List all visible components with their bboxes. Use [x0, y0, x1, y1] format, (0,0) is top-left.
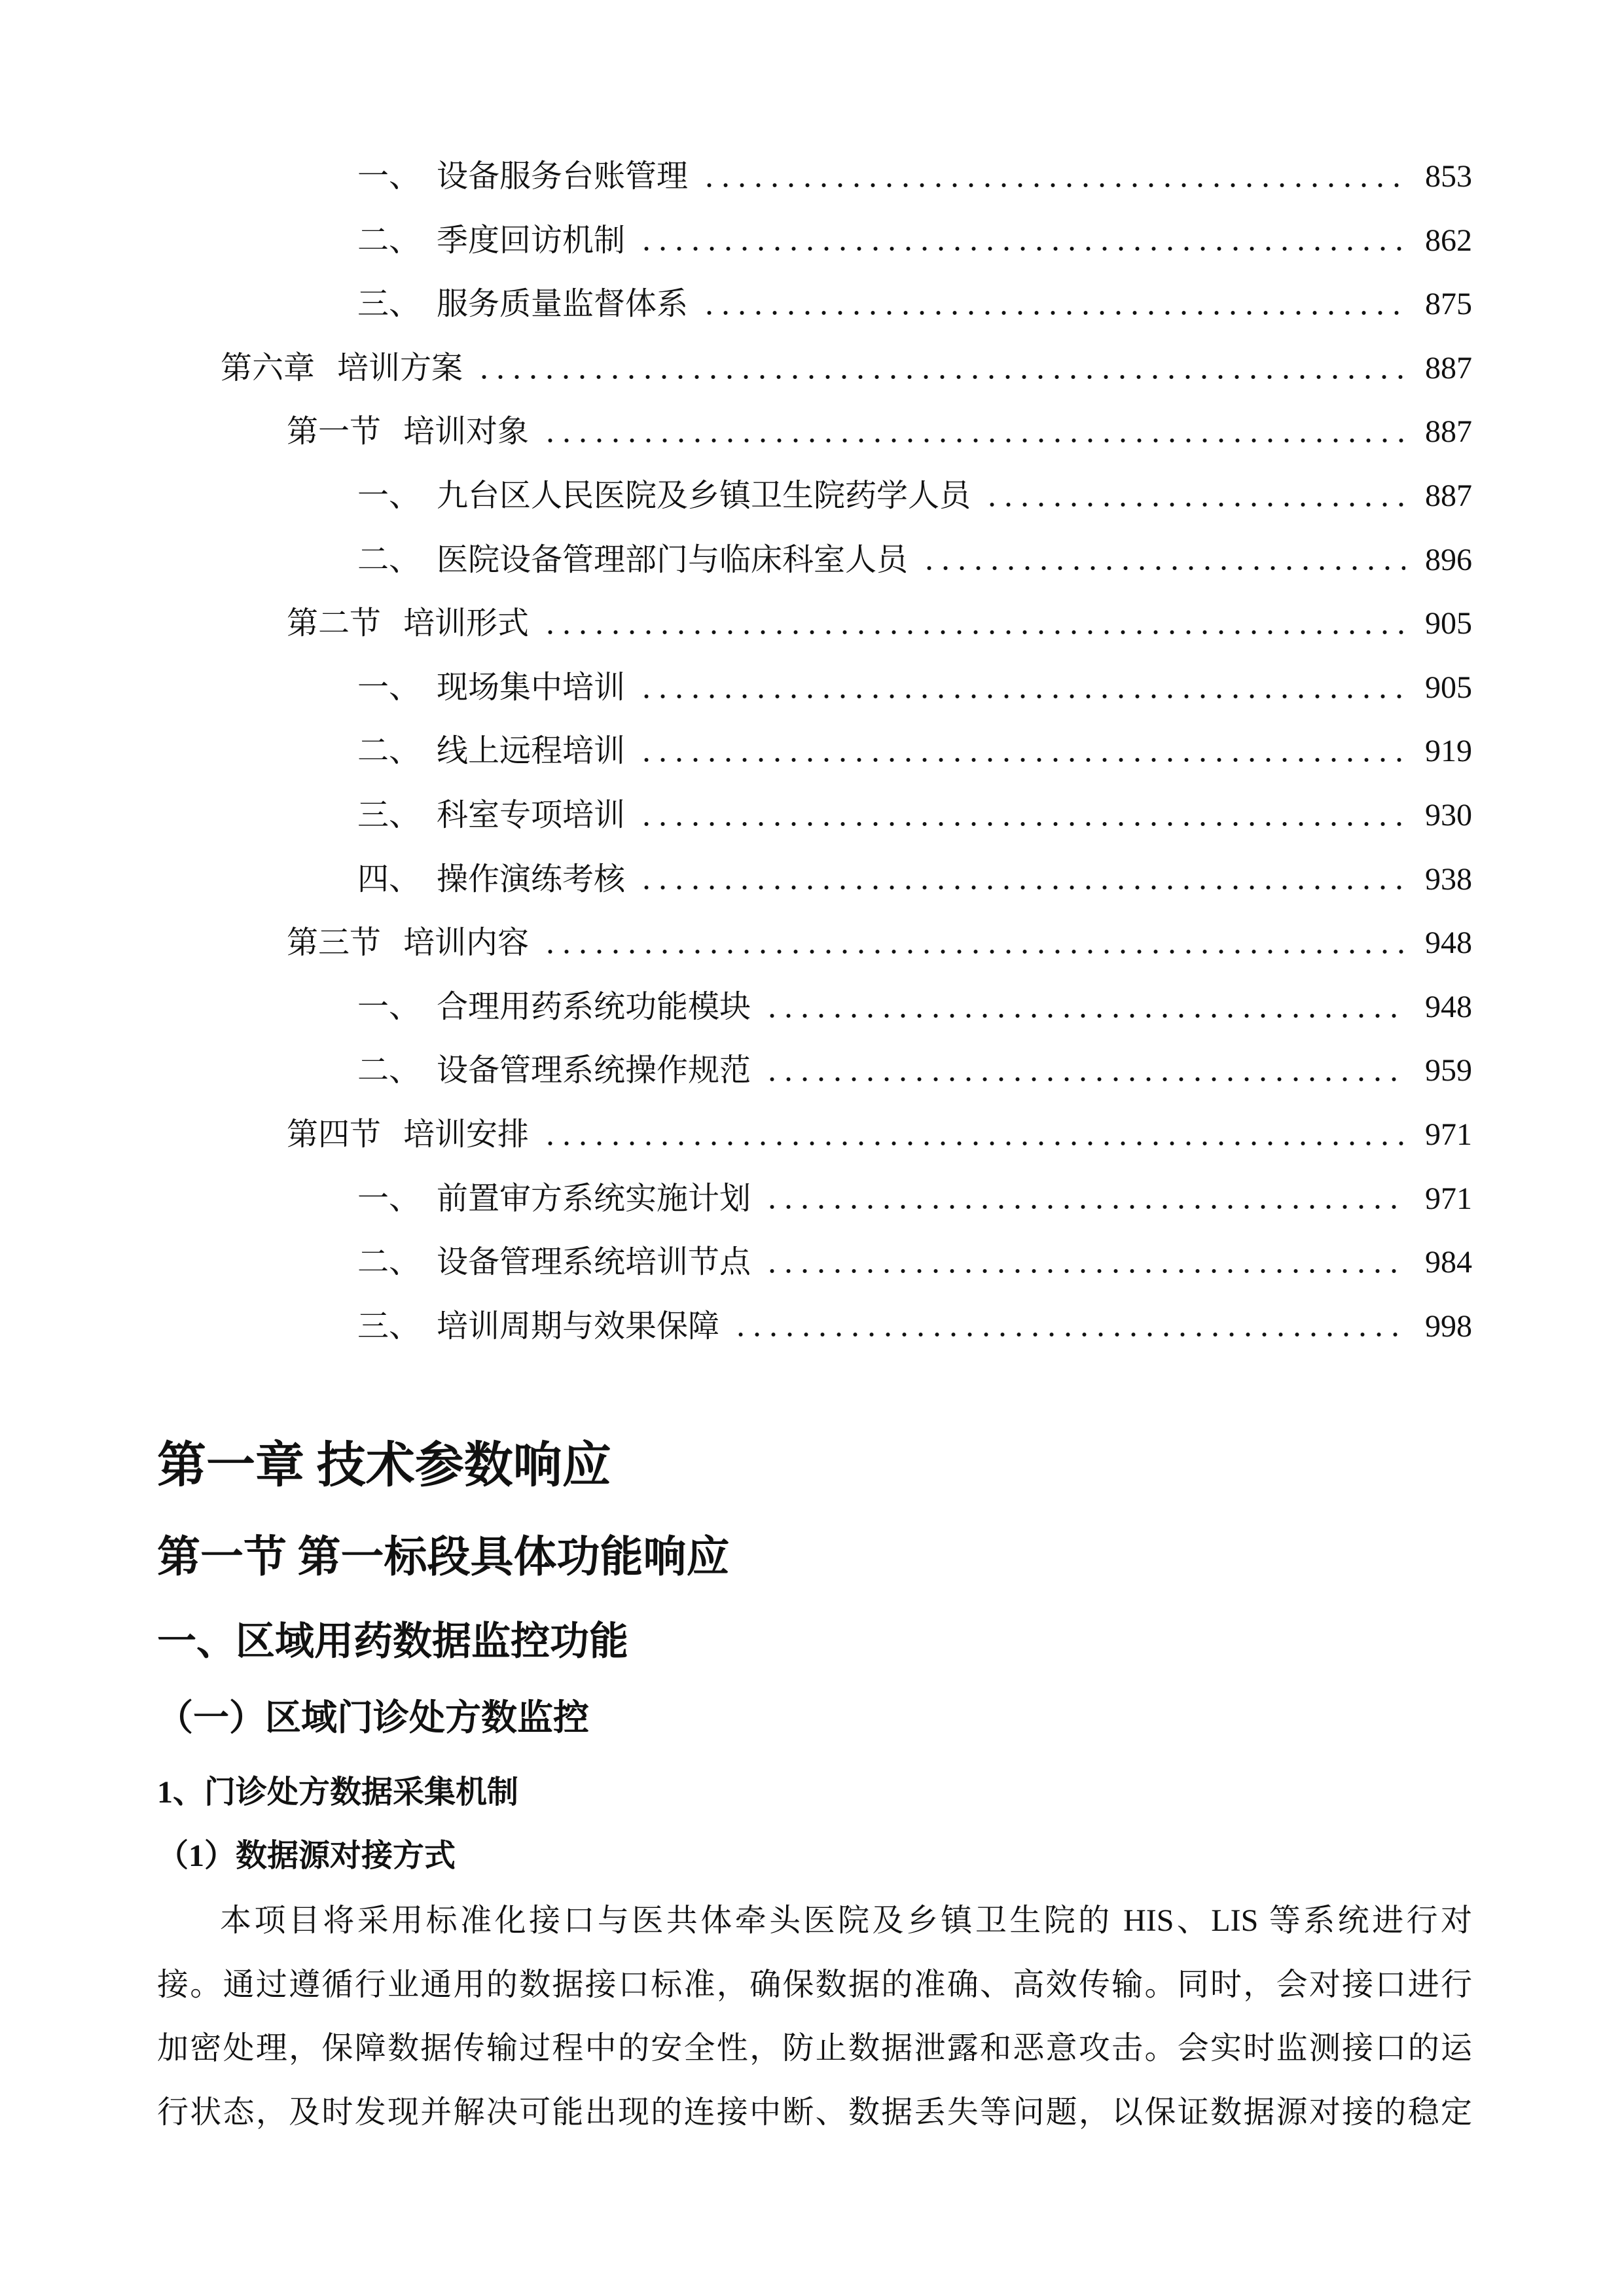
toc-section-entry [157, 592, 1472, 656]
toc-entry-number: 三、 [357, 1308, 421, 1344]
chapter-heading: 第一章 技术参数响应 [157, 1439, 611, 1493]
toc-page-number: 971 [1425, 1117, 1472, 1152]
toc-entry [157, 1295, 1472, 1359]
toc-entry-number: 一、 [357, 1181, 421, 1216]
toc-page-number: 875 [1425, 287, 1472, 322]
toc-entry-number: 二、 [357, 1245, 421, 1280]
toc-entry [157, 528, 1472, 592]
toc-section-entry [157, 1103, 1472, 1167]
toc-entry-number: 一、 [357, 478, 421, 513]
toc-page-number: 930 [1425, 797, 1472, 833]
toc-section-number: 第一节 [287, 414, 382, 450]
toc-entry-number: 二、 [357, 734, 421, 769]
toc-dot-leader [638, 821, 1405, 827]
toc-entry-title: 科室专项培训 [437, 797, 626, 833]
toc-dot-leader [638, 694, 1405, 699]
toc-entry [157, 272, 1472, 336]
toc-page-number: 919 [1425, 734, 1472, 769]
subitem-heading: （1）数据源对接方式 [157, 1839, 456, 1873]
toc-entry-title: 设备服务台账管理 [437, 159, 689, 194]
toc-page-number: 938 [1425, 861, 1472, 897]
toc-entry-number: 二、 [357, 1053, 421, 1088]
toc-entry-number: 四、 [357, 861, 421, 897]
toc-dot-leader [542, 949, 1405, 954]
toc-entry-number: 一、 [357, 989, 421, 1024]
toc-entry-number: 三、 [357, 797, 421, 833]
body-paragraph [157, 1889, 1472, 2144]
toc-section-title: 培训对象 [403, 414, 530, 450]
toc-page-number: 971 [1425, 1181, 1472, 1216]
toc-section-entry [157, 400, 1472, 464]
toc-section-title: 培训内容 [403, 925, 530, 961]
toc-entry [157, 1039, 1472, 1103]
toc-dot-leader [542, 1141, 1405, 1146]
toc-dot-leader [638, 885, 1405, 890]
toc-dot-leader [764, 1013, 1405, 1018]
toc-entry-title: 九台区人民医院及乡镇卫生院药学人员 [437, 478, 971, 513]
toc-section-title: 培训形式 [403, 606, 530, 641]
toc-entry-number: 二、 [357, 223, 421, 258]
toc-page-number: 998 [1425, 1308, 1472, 1344]
toc-entry [157, 464, 1472, 528]
toc-entry [157, 719, 1472, 783]
toc-section-number: 第二节 [287, 606, 382, 641]
toc-dot-leader [921, 565, 1405, 571]
paragraph-line: 本项目将采用标准化接口与医共体牵头医院及乡镇卫生院的 HIS、LIS 等系统进行对 [220, 1903, 1472, 1938]
toc-section-title: 培训安排 [403, 1117, 530, 1152]
toc-entry-number: 一、 [357, 670, 421, 705]
toc-page-number: 887 [1425, 478, 1472, 513]
toc-dot-leader [476, 374, 1405, 380]
toc-entry-title: 设备管理系统操作规范 [437, 1053, 751, 1088]
toc-page-number: 948 [1425, 989, 1472, 1024]
toc-entry-title: 操作演练考核 [437, 861, 626, 897]
toc-entry-title: 设备管理系统培训节点 [437, 1245, 751, 1280]
toc-page-number: 905 [1425, 670, 1472, 705]
toc-entry-title: 前置审方系统实施计划 [437, 1181, 751, 1216]
toc-page-number: 887 [1425, 414, 1472, 450]
toc-chapter-title: 培训方案 [337, 350, 463, 386]
toc-dot-leader [542, 630, 1405, 635]
toc-chapter-number: 第六章 [221, 350, 316, 386]
toc-page-number: 887 [1425, 350, 1472, 386]
toc-dot-leader [542, 438, 1405, 443]
subsection-heading: 一、区域用药数据监控功能 [157, 1620, 628, 1663]
table-of-contents [157, 145, 1472, 1358]
toc-dot-leader [984, 502, 1405, 507]
toc-entry-number: 二、 [357, 542, 421, 577]
toc-entry [157, 848, 1472, 912]
toc-entry-number: 一、 [357, 159, 421, 194]
item-heading: 1、门诊处方数据采集机制 [157, 1775, 519, 1810]
toc-page-number: 959 [1425, 1053, 1472, 1088]
toc-entry [157, 975, 1472, 1039]
toc-dot-leader [701, 310, 1405, 315]
toc-dot-leader [764, 1204, 1405, 1210]
toc-section-number: 第四节 [287, 1117, 382, 1152]
toc-entry-title: 合理用药系统功能模块 [437, 989, 751, 1024]
toc-entry-title: 服务质量监督体系 [437, 287, 689, 322]
toc-dot-leader [764, 1268, 1405, 1274]
toc-page-number: 948 [1425, 925, 1472, 961]
toc-page-number: 905 [1425, 606, 1472, 641]
toc-entry [157, 783, 1472, 848]
toc-section-entry [157, 911, 1472, 975]
toc-entry-title: 医院设备管理部门与临床科室人员 [437, 542, 909, 577]
toc-entry-number: 三、 [357, 287, 421, 322]
toc-entry-title: 线上远程培训 [437, 734, 626, 769]
toc-dot-leader [764, 1077, 1405, 1082]
toc-page-number: 896 [1425, 542, 1472, 577]
paragraph-line: 加密处理，保障数据传输过程中的安全性，防止数据泄露和恶意攻击。会实时监测接口的运 [157, 2031, 1472, 2066]
toc-section-number: 第三节 [287, 925, 382, 961]
toc-page-number: 853 [1425, 159, 1472, 194]
toc-entry-title: 培训周期与效果保障 [437, 1308, 720, 1344]
paragraph-line: 行状态，及时发现并解决可能出现的连接中断、数据丢失等问题，以保证数据源对接的稳定 [157, 2094, 1472, 2130]
toc-entry [157, 1230, 1472, 1295]
toc-entry [157, 656, 1472, 720]
toc-entry [157, 209, 1472, 273]
toc-entry [157, 145, 1472, 209]
toc-dot-leader [638, 757, 1405, 762]
toc-chapter-entry [157, 336, 1472, 401]
toc-entry [157, 1167, 1472, 1231]
toc-dot-leader [638, 246, 1405, 251]
toc-page-number: 984 [1425, 1245, 1472, 1280]
toc-entry-title: 现场集中培训 [437, 670, 626, 705]
paragraph-line: 接。通过遵循行业通用的数据接口标准，确保数据的准确、高效传输。同时，会对接口进行 [157, 1967, 1472, 2002]
section-heading: 第一节 第一标段具体功能响应 [157, 1534, 730, 1581]
subsubsection-heading: （一）区域门诊处方数监控 [157, 1698, 590, 1738]
toc-page-number: 862 [1425, 223, 1472, 258]
toc-dot-leader [732, 1332, 1405, 1337]
toc-dot-leader [701, 183, 1405, 188]
toc-entry-title: 季度回访机制 [437, 223, 626, 258]
